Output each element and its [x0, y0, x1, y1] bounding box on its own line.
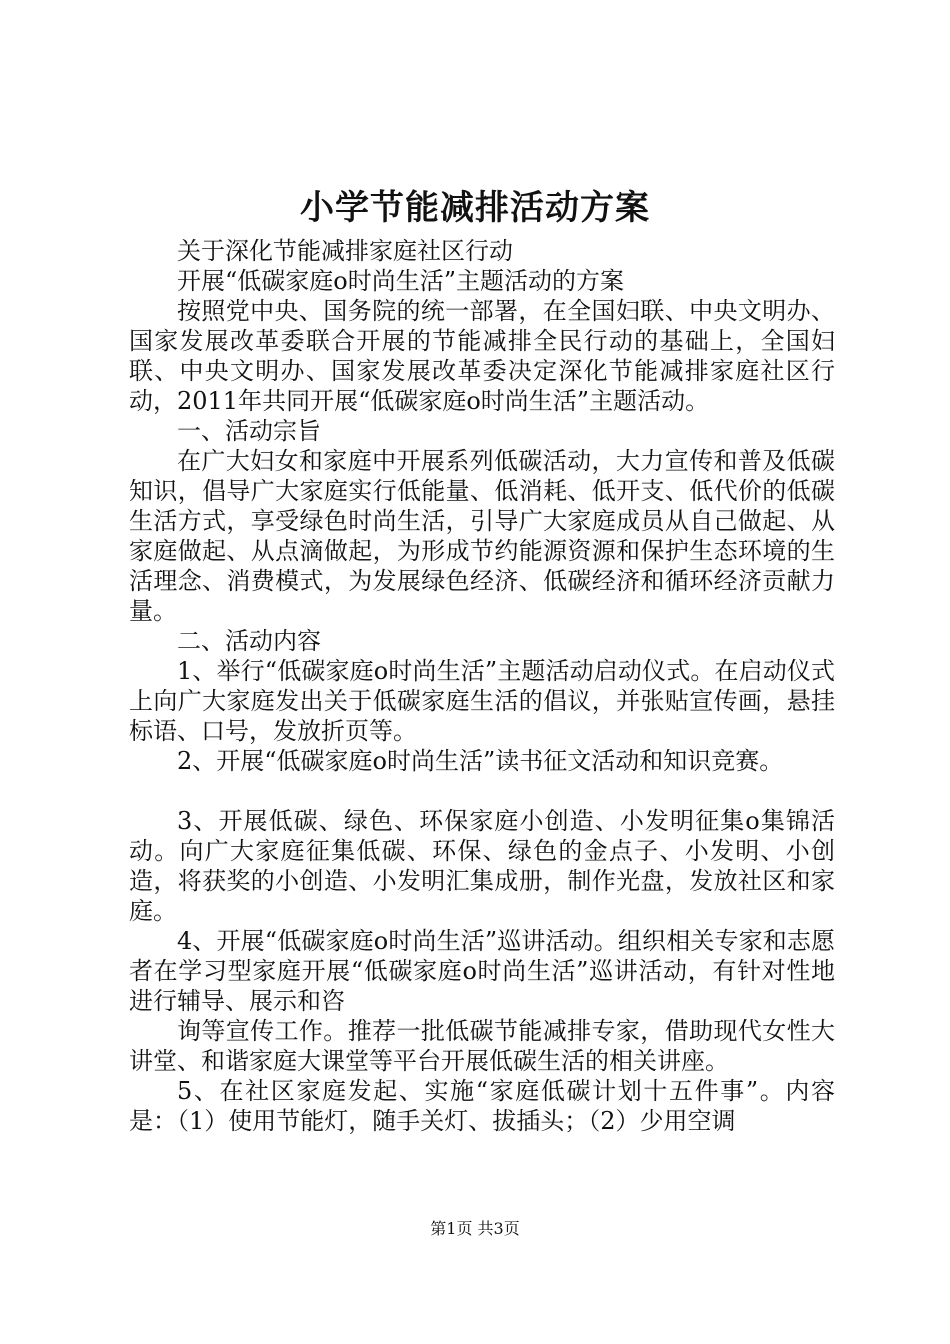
page-number-footer: 第1页 共3页: [430, 1219, 520, 1238]
document-title: 小学节能减排活动方案: [300, 188, 650, 228]
list-item-2: 2、开展“低碳家庭o时尚生活”读书征文活动和知识竞赛。: [177, 747, 784, 775]
paragraph-2: 开展“低碳家庭o时尚生活”主题活动的方案: [177, 267, 624, 295]
paragraph-4: 在广大妇女和家庭中开展系列低碳活动，大力宣传和普及低碳知识，倡导广大家庭实行低能量、低消耗、低开支、低代价的低碳生活方式，享受绿色时尚生活，引导广大家庭成员从自己做起、从家庭做起、从点滴做起，为形成节约能源资源和保护生态环境的生活理念、消费模式，为发展绿色经济、低碳经济和循环经济贡献力量。: [129, 447, 835, 625]
paragraph-3: 按照党中央、国务院的统一部署，在全国妇联、中央文明办、国家发展改革委联合开展的节能减排全民行动的基础上，全国妇联、中央文明办、国家发展改革委决定深化节能减排家庭社区行动，2011年共同开展“低碳家庭o时尚生活”主题活动。: [129, 297, 835, 415]
list-item-3: 3、开展低碳、绿色、环保家庭小创造、小发明征集o集锦活动。向广大家庭征集低碳、环保、绿色的金点子、小发明、小创造，将获奖的小创造、小发明汇集成册，制作光盘，发放社区和家庭。: [129, 807, 835, 925]
section-heading-2: 二、活动内容: [177, 627, 321, 655]
section-heading-1: 一、活动宗旨: [177, 417, 321, 445]
paragraph-1: 关于深化节能减排家庭社区行动: [177, 237, 513, 265]
list-item-1: 1、举行“低碳家庭o时尚生活”主题活动启动仪式。在启动仪式上向广大家庭发出关于低碳家庭生活的倡议，并张贴宣传画，悬挂标语、口号，发放折页等。: [129, 657, 835, 745]
list-item-4: 4、开展“低碳家庭o时尚生活”巡讲活动。组织相关专家和志愿者在学习型家庭开展“低碳家庭o时尚生活”巡讲活动，有针对性地进行辅导、展示和咨: [129, 927, 835, 1015]
document-body: [129, 236, 835, 1136]
list-item-5: 5、在社区家庭发起、实施“家庭低碳计划十五件事”。内容是：（1）使用节能灯，随手关灯、拔插头；（2）少用空调: [129, 1077, 835, 1135]
list-item-4-continued: 询等宣传工作。推荐一批低碳节能减排专家，借助现代女性大讲堂、和谐家庭大课堂等平台开展低碳生活的相关讲座。: [129, 1017, 835, 1075]
